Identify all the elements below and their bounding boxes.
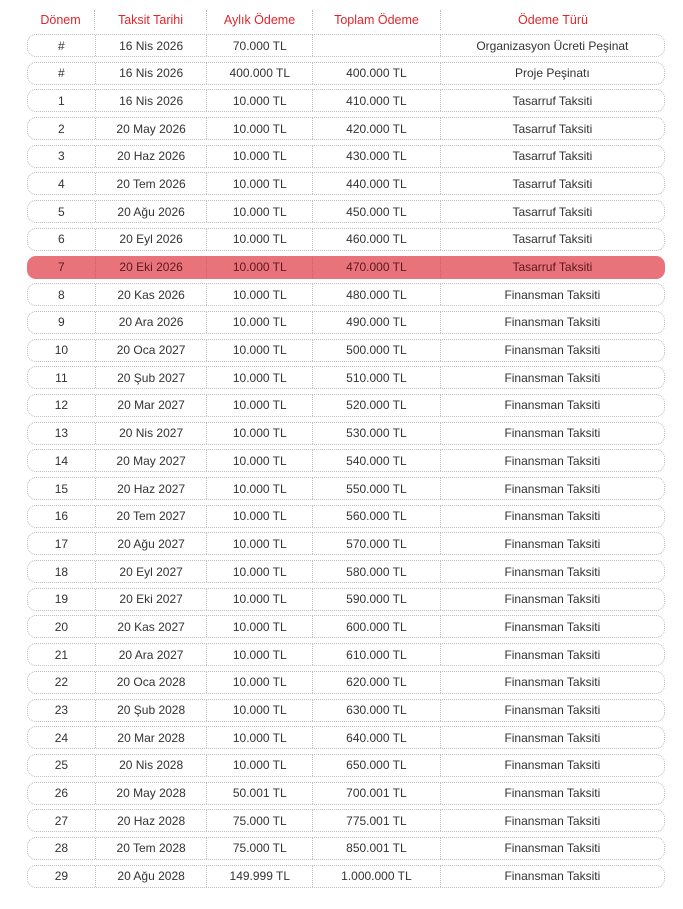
cell-total-payment: 540.000 TL <box>313 450 441 471</box>
cell-payment-type: Finansman Taksiti <box>504 481 601 496</box>
cell-payment-type: Finansman Taksiti <box>504 813 601 828</box>
cell-monthly-payment: 10.000 TL <box>207 533 313 554</box>
cell-period: 13 <box>28 423 96 444</box>
cell-period: 17 <box>28 533 96 554</box>
table-row[interactable] <box>27 643 665 666</box>
header-monthly-payment[interactable]: Aylık Ödeme <box>207 10 313 30</box>
cell-date: 20 Ağu 2026 <box>96 201 208 222</box>
cell-monthly-payment: 10.000 TL <box>207 589 313 610</box>
cell-monthly-payment: 75.000 TL <box>207 810 313 831</box>
cell-monthly-payment: 10.000 TL <box>207 201 313 222</box>
cell-date: 20 Şub 2027 <box>96 367 208 388</box>
cell-period: 22 <box>28 672 96 693</box>
cell-period: 15 <box>28 478 96 499</box>
cell-date: 20 Ağu 2027 <box>96 533 208 554</box>
cell-period: 26 <box>28 783 96 804</box>
cell-period: 1 <box>28 90 96 111</box>
cell-monthly-payment: 10.000 TL <box>207 367 313 388</box>
cell-payment-type: Finansman Taksiti <box>504 315 601 330</box>
cell-total-payment: 400.000 TL <box>313 63 441 84</box>
cell-date: 16 Nis 2026 <box>96 90 208 111</box>
cell-payment-type: Finansman Taksiti <box>504 703 601 717</box>
table-row[interactable] <box>27 671 665 694</box>
cell-date: 20 Eyl 2026 <box>96 229 208 250</box>
cell-payment-type: Finansman Taksiti <box>504 647 601 662</box>
table-row[interactable] <box>27 89 665 112</box>
table-row[interactable] <box>27 62 665 85</box>
cell-total-payment <box>313 35 441 56</box>
cell-payment-type: Finansman Taksiti <box>504 536 601 551</box>
cell-total-payment: 420.000 TL <box>313 118 441 139</box>
cell-monthly-payment: 10.000 TL <box>207 229 313 250</box>
cell-date: 16 Nis 2026 <box>96 63 208 84</box>
cell-monthly-payment: 10.000 TL <box>207 312 313 333</box>
table-row[interactable] <box>27 228 665 251</box>
cell-date: 20 Kas 2026 <box>96 284 208 305</box>
table-row[interactable] <box>27 615 665 638</box>
table-row[interactable] <box>27 117 665 140</box>
table-row[interactable] <box>27 865 665 888</box>
cell-payment-type: Finansman Taksiti <box>504 509 601 524</box>
cell-total-payment: 500.000 TL <box>313 340 441 361</box>
cell-date: 20 Haz 2027 <box>96 478 208 499</box>
cell-monthly-payment: 10.000 TL <box>207 506 313 527</box>
cell-monthly-payment: 70.000 TL <box>207 35 313 56</box>
cell-date: 20 Ağu 2028 <box>96 866 208 887</box>
cell-period: 9 <box>28 312 96 333</box>
cell-total-payment: 460.000 TL <box>313 229 441 250</box>
cell-date: 20 Oca 2028 <box>96 672 208 693</box>
cell-total-payment: 560.000 TL <box>313 506 441 527</box>
cell-period: 24 <box>28 727 96 748</box>
cell-payment-type: Finansman Taksiti <box>504 287 601 302</box>
cell-date: 20 Nis 2027 <box>96 423 208 444</box>
cell-total-payment: 530.000 TL <box>313 423 441 444</box>
cell-date: 20 Eyl 2027 <box>96 561 208 582</box>
cell-total-payment: 700.001 TL <box>313 783 441 804</box>
cell-date: 20 Mar 2027 <box>96 395 208 416</box>
cell-date: 20 Eki 2026 <box>96 257 208 278</box>
cell-total-payment: 480.000 TL <box>313 284 441 305</box>
table-row[interactable] <box>27 422 665 445</box>
cell-payment-type: Finansman Taksiti <box>504 758 601 773</box>
cell-payment-type: Tasarruf Taksiti <box>512 260 593 274</box>
cell-payment-type: Tasarruf Taksiti <box>512 176 593 191</box>
cell-total-payment: 440.000 TL <box>313 173 441 194</box>
cell-payment-type: Finansman Taksiti <box>504 398 601 413</box>
table-row[interactable] <box>27 754 665 777</box>
cell-payment-type: Tasarruf Taksiti <box>512 149 593 164</box>
table-row[interactable] <box>27 172 665 195</box>
cell-payment-type: Finansman Taksiti <box>504 564 601 579</box>
table-row[interactable] <box>27 283 665 306</box>
cell-date: 20 Tem 2026 <box>96 173 208 194</box>
cell-period: 2 <box>28 118 96 139</box>
cell-date: 16 Nis 2026 <box>96 35 208 56</box>
cell-period: 28 <box>28 838 96 859</box>
cell-date: 20 Kas 2027 <box>96 616 208 637</box>
cell-payment-type: Finansman Taksiti <box>504 730 601 745</box>
cell-total-payment: 630.000 TL <box>313 700 441 721</box>
cell-period: # <box>28 63 96 84</box>
cell-total-payment: 410.000 TL <box>313 90 441 111</box>
cell-total-payment: 520.000 TL <box>313 395 441 416</box>
header-date[interactable]: Taksit Tarihi <box>95 10 207 30</box>
table-row[interactable] <box>27 782 665 805</box>
cell-monthly-payment: 10.000 TL <box>207 257 313 278</box>
cell-period: 5 <box>28 201 96 222</box>
cell-period: 14 <box>28 450 96 471</box>
cell-total-payment: 450.000 TL <box>313 201 441 222</box>
cell-date: 20 May 2027 <box>96 450 208 471</box>
cell-monthly-payment: 10.000 TL <box>207 173 313 194</box>
cell-date: 20 Tem 2027 <box>96 506 208 527</box>
header-total-payment[interactable]: Toplam Ödeme <box>313 10 441 30</box>
cell-payment-type: Finansman Taksiti <box>504 675 601 690</box>
table-row[interactable] <box>27 726 665 749</box>
cell-total-payment: 430.000 TL <box>313 146 441 167</box>
cell-monthly-payment: 10.000 TL <box>207 561 313 582</box>
cell-total-payment: 570.000 TL <box>313 533 441 554</box>
cell-total-payment: 850.001 TL <box>313 838 441 859</box>
cell-period: 4 <box>28 173 96 194</box>
cell-date: 20 Ara 2027 <box>96 644 208 665</box>
cell-period: # <box>28 35 96 56</box>
cell-payment-type: Tasarruf Taksiti <box>512 232 593 247</box>
cell-date: 20 Haz 2028 <box>96 810 208 831</box>
cell-monthly-payment: 10.000 TL <box>207 727 313 748</box>
cell-monthly-payment: 10.000 TL <box>207 700 313 721</box>
cell-date: 20 Mar 2028 <box>96 727 208 748</box>
table-row[interactable] <box>27 477 665 500</box>
cell-total-payment: 610.000 TL <box>313 644 441 665</box>
cell-payment-type: Finansman Taksiti <box>504 426 601 441</box>
cell-monthly-payment: 10.000 TL <box>207 118 313 139</box>
cell-payment-type: Finansman Taksiti <box>504 592 601 607</box>
cell-date: 20 Nis 2028 <box>96 755 208 776</box>
cell-total-payment: 490.000 TL <box>313 312 441 333</box>
cell-monthly-payment: 10.000 TL <box>207 90 313 111</box>
cell-period: 23 <box>28 700 96 721</box>
cell-period: 16 <box>28 506 96 527</box>
cell-payment-type: Tasarruf Taksiti <box>512 204 593 219</box>
payment-schedule-table <box>27 6 665 892</box>
cell-monthly-payment: 10.000 TL <box>207 340 313 361</box>
cell-monthly-payment: 10.000 TL <box>207 423 313 444</box>
cell-total-payment: 600.000 TL <box>313 616 441 637</box>
cell-period: 18 <box>28 561 96 582</box>
table-row[interactable] <box>27 449 665 472</box>
cell-monthly-payment: 10.000 TL <box>207 616 313 637</box>
cell-payment-type: Tasarruf Taksiti <box>512 121 593 136</box>
cell-period: 12 <box>28 395 96 416</box>
cell-total-payment: 1.000.000 TL <box>313 866 441 887</box>
cell-payment-type: Finansman Taksiti <box>504 786 601 801</box>
table-row[interactable] <box>27 560 665 583</box>
cell-total-payment: 650.000 TL <box>313 755 441 776</box>
cell-monthly-payment: 400.000 TL <box>207 63 313 84</box>
table-row[interactable] <box>27 339 665 362</box>
cell-period: 27 <box>28 810 96 831</box>
cell-monthly-payment: 75.000 TL <box>207 838 313 859</box>
cell-date: 20 May 2026 <box>96 118 208 139</box>
cell-monthly-payment: 10.000 TL <box>207 395 313 416</box>
cell-period: 19 <box>28 589 96 610</box>
cell-monthly-payment: 10.000 TL <box>207 284 313 305</box>
cell-payment-type: Proje Peşinatı <box>514 66 590 81</box>
table-header <box>27 6 665 34</box>
table-row[interactable] <box>27 809 665 832</box>
header-period[interactable]: Dönem <box>27 10 95 30</box>
cell-total-payment: 510.000 TL <box>313 367 441 388</box>
cell-date: 20 Haz 2026 <box>96 146 208 167</box>
cell-date: 20 Eki 2027 <box>96 589 208 610</box>
cell-date: 20 Ara 2026 <box>96 312 208 333</box>
table-row[interactable] <box>27 256 665 279</box>
table-row[interactable] <box>27 837 665 860</box>
cell-date: 20 Oca 2027 <box>96 340 208 361</box>
table-row[interactable] <box>27 145 665 168</box>
cell-period: 3 <box>28 146 96 167</box>
table-row[interactable] <box>27 311 665 334</box>
header-payment-type[interactable]: Ödeme Türü <box>518 13 588 27</box>
table-row[interactable] <box>27 200 665 223</box>
cell-payment-type: Finansman Taksiti <box>504 370 601 385</box>
cell-period: 6 <box>28 229 96 250</box>
cell-date: 20 Tem 2028 <box>96 838 208 859</box>
cell-payment-type: Finansman Taksiti <box>504 619 601 634</box>
cell-period: 10 <box>28 340 96 361</box>
cell-total-payment: 640.000 TL <box>313 727 441 748</box>
cell-period: 8 <box>28 284 96 305</box>
cell-payment-type: Finansman Taksiti <box>504 869 601 884</box>
cell-period: 7 <box>28 257 96 278</box>
cell-period: 20 <box>28 616 96 637</box>
cell-monthly-payment: 10.000 TL <box>207 644 313 665</box>
cell-payment-type: Finansman Taksiti <box>504 343 601 358</box>
cell-payment-type: Tasarruf Taksiti <box>512 93 593 108</box>
cell-total-payment: 550.000 TL <box>313 478 441 499</box>
cell-monthly-payment: 50.001 TL <box>207 783 313 804</box>
cell-period: 21 <box>28 644 96 665</box>
cell-monthly-payment: 10.000 TL <box>207 478 313 499</box>
cell-monthly-payment: 10.000 TL <box>207 450 313 471</box>
cell-total-payment: 580.000 TL <box>313 561 441 582</box>
cell-period: 29 <box>28 866 96 887</box>
cell-date: 20 May 2028 <box>96 783 208 804</box>
cell-payment-type: Organizasyon Ücreti Peşinat <box>476 38 629 53</box>
table-row[interactable] <box>27 588 665 611</box>
cell-total-payment: 775.001 TL <box>313 810 441 831</box>
table-row[interactable] <box>27 34 665 57</box>
cell-payment-type: Finansman Taksiti <box>504 841 601 856</box>
cell-total-payment: 590.000 TL <box>313 589 441 610</box>
table-row[interactable] <box>27 366 665 389</box>
cell-total-payment: 470.000 TL <box>313 257 441 278</box>
cell-date: 20 Şub 2028 <box>96 700 208 721</box>
cell-monthly-payment: 149.999 TL <box>207 866 313 887</box>
table-row[interactable] <box>27 394 665 417</box>
table-row[interactable] <box>27 505 665 528</box>
cell-period: 25 <box>28 755 96 776</box>
cell-total-payment: 620.000 TL <box>313 672 441 693</box>
cell-period: 11 <box>28 367 96 388</box>
cell-payment-type: Finansman Taksiti <box>504 453 601 468</box>
table-row[interactable] <box>27 699 665 722</box>
cell-monthly-payment: 10.000 TL <box>207 146 313 167</box>
table-body <box>27 34 665 888</box>
cell-monthly-payment: 10.000 TL <box>207 672 313 693</box>
cell-monthly-payment: 10.000 TL <box>207 755 313 776</box>
table-row[interactable] <box>27 532 665 555</box>
